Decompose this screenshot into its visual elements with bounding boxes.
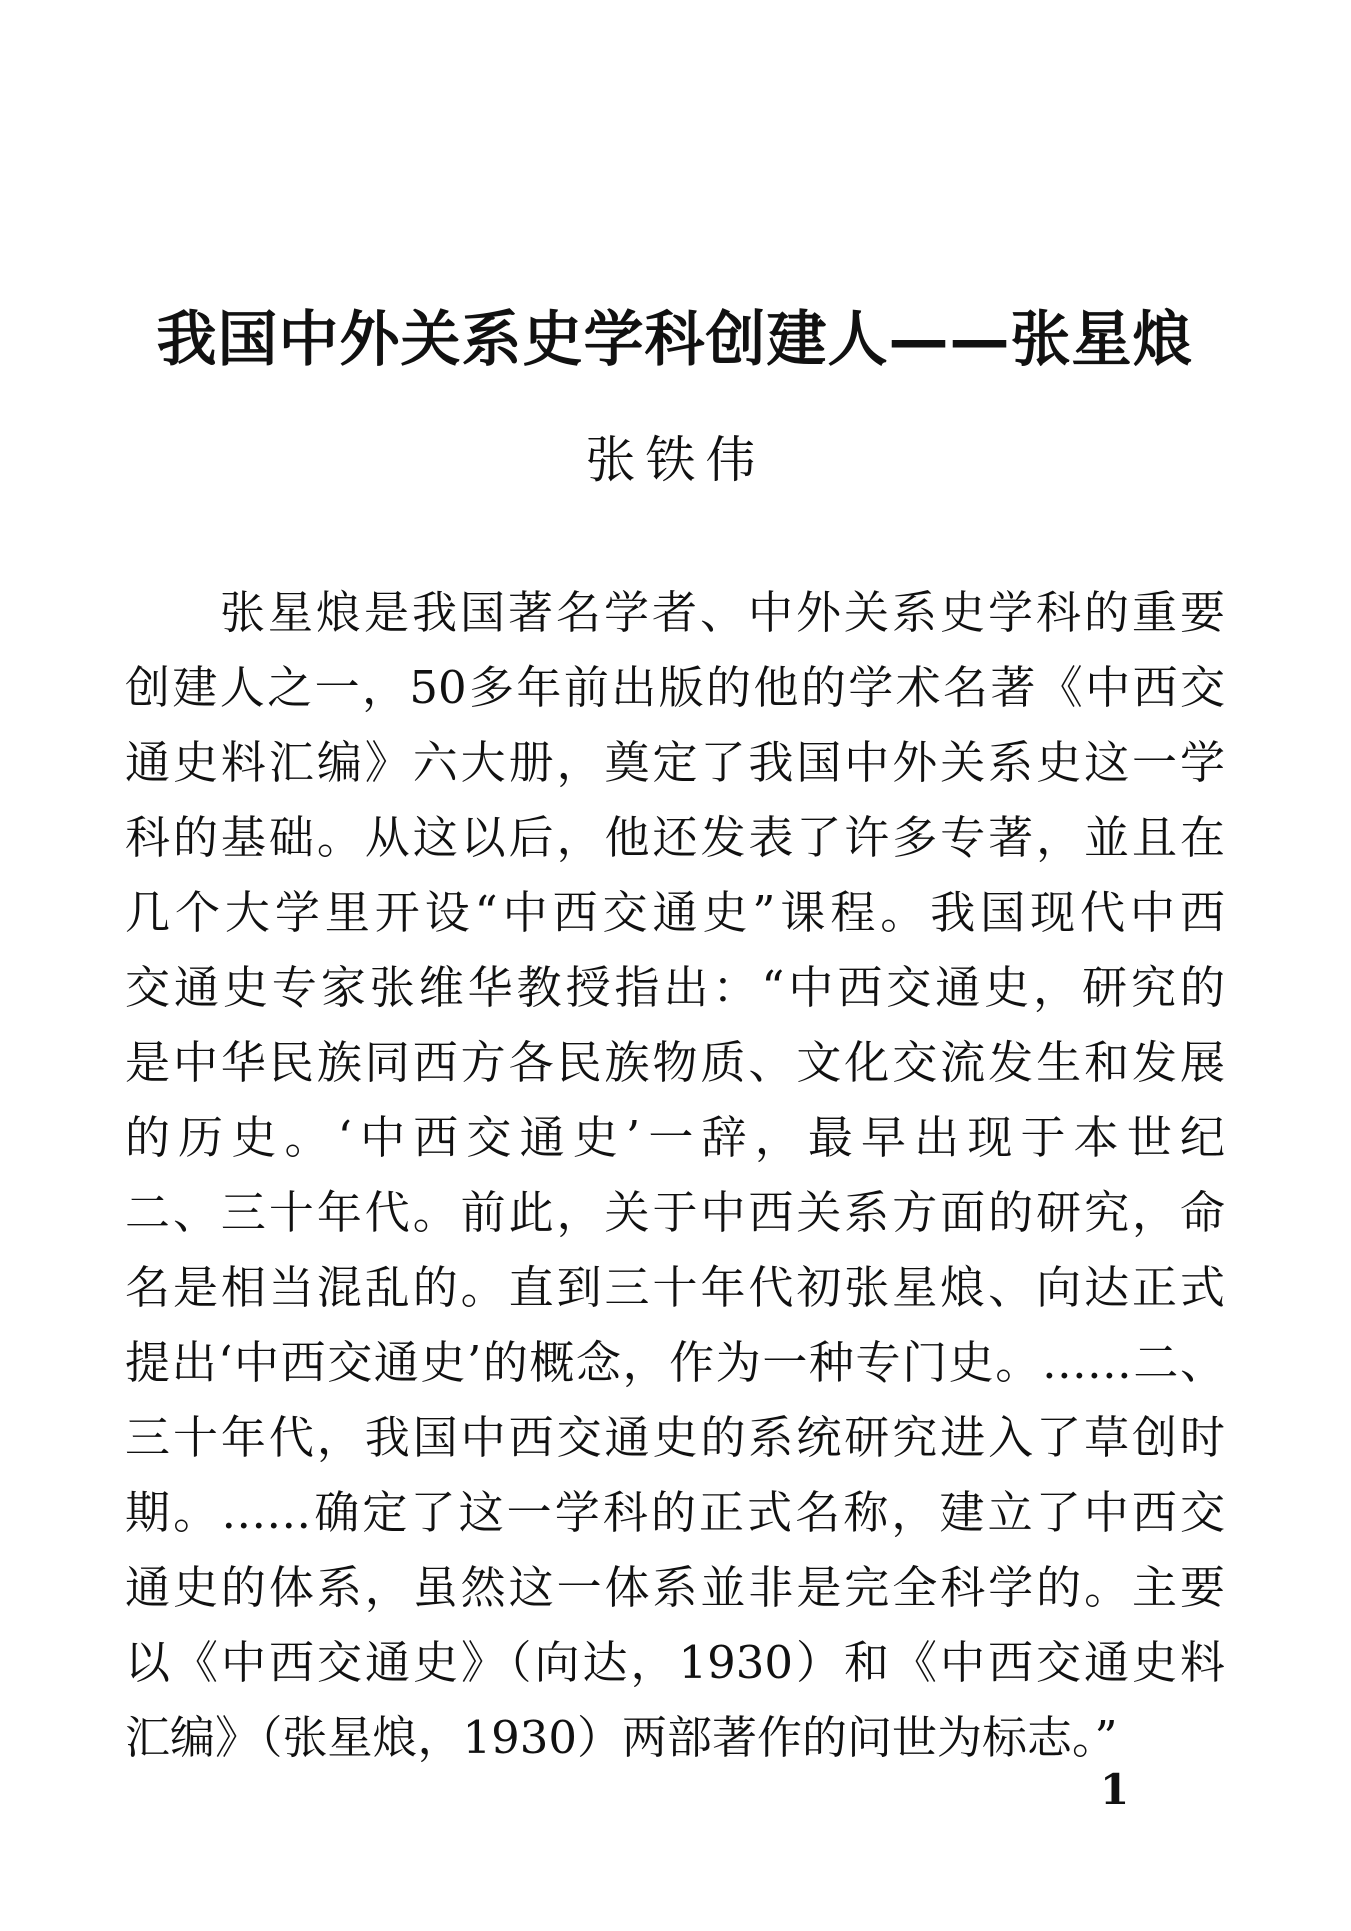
body-line: 张星烺是我国著名学者、中外关系史学科的重要 bbox=[220, 586, 1225, 639]
page-number: 1 bbox=[1100, 1765, 1130, 1814]
body-line: 是中华民族同西方各民族物质、文化交流发生和发展 bbox=[125, 1036, 1225, 1089]
body-line: 期。……确定了这一学科的正式名称，建立了中西交 bbox=[125, 1486, 1225, 1539]
body-line: 创建人之一，50多年前出版的他的学术名著《中西交 bbox=[125, 661, 1225, 714]
body-line: 提出‘中西交通史’的概念，作为一种专门史。……二、 bbox=[125, 1336, 1225, 1389]
body-line: 几个大学里开设“中西交通史”课程。我国现代中西 bbox=[125, 886, 1225, 939]
body-line: 通史料汇编》六大册，奠定了我国中外关系史这一学 bbox=[125, 736, 1225, 789]
body-line: 汇编》（张星烺，1930）两部著作的问世为标志。” bbox=[125, 1711, 1118, 1764]
body-line: 的历史。‘中西交通史’一辞，最早出现于本世纪 bbox=[125, 1111, 1225, 1164]
body-line: 名是相当混乱的。直到三十年代初张星烺、向达正式 bbox=[125, 1261, 1225, 1314]
body-line: 交通史专家张维华教授指出：“中西交通史，研究的 bbox=[125, 961, 1225, 1014]
body-line: 二、三十年代。前此，关于中西关系方面的研究，命 bbox=[125, 1186, 1225, 1239]
article-title: 我国中外关系史学科创建人——张星烺 bbox=[156, 305, 1194, 375]
body-line: 以《中西交通史》（向达，1930）和《中西交通史料 bbox=[125, 1636, 1225, 1689]
author-name: 张铁伟 bbox=[585, 431, 766, 489]
body-line: 通史的体系，虽然这一体系並非是完全科学的。主要 bbox=[125, 1561, 1225, 1614]
body-line: 科的基础。从这以后，他还发表了许多专著，並且在 bbox=[125, 811, 1225, 864]
body-line: 三十年代，我国中西交通史的系统研究进入了草创时 bbox=[125, 1411, 1225, 1464]
article-body bbox=[125, 575, 1225, 1775]
